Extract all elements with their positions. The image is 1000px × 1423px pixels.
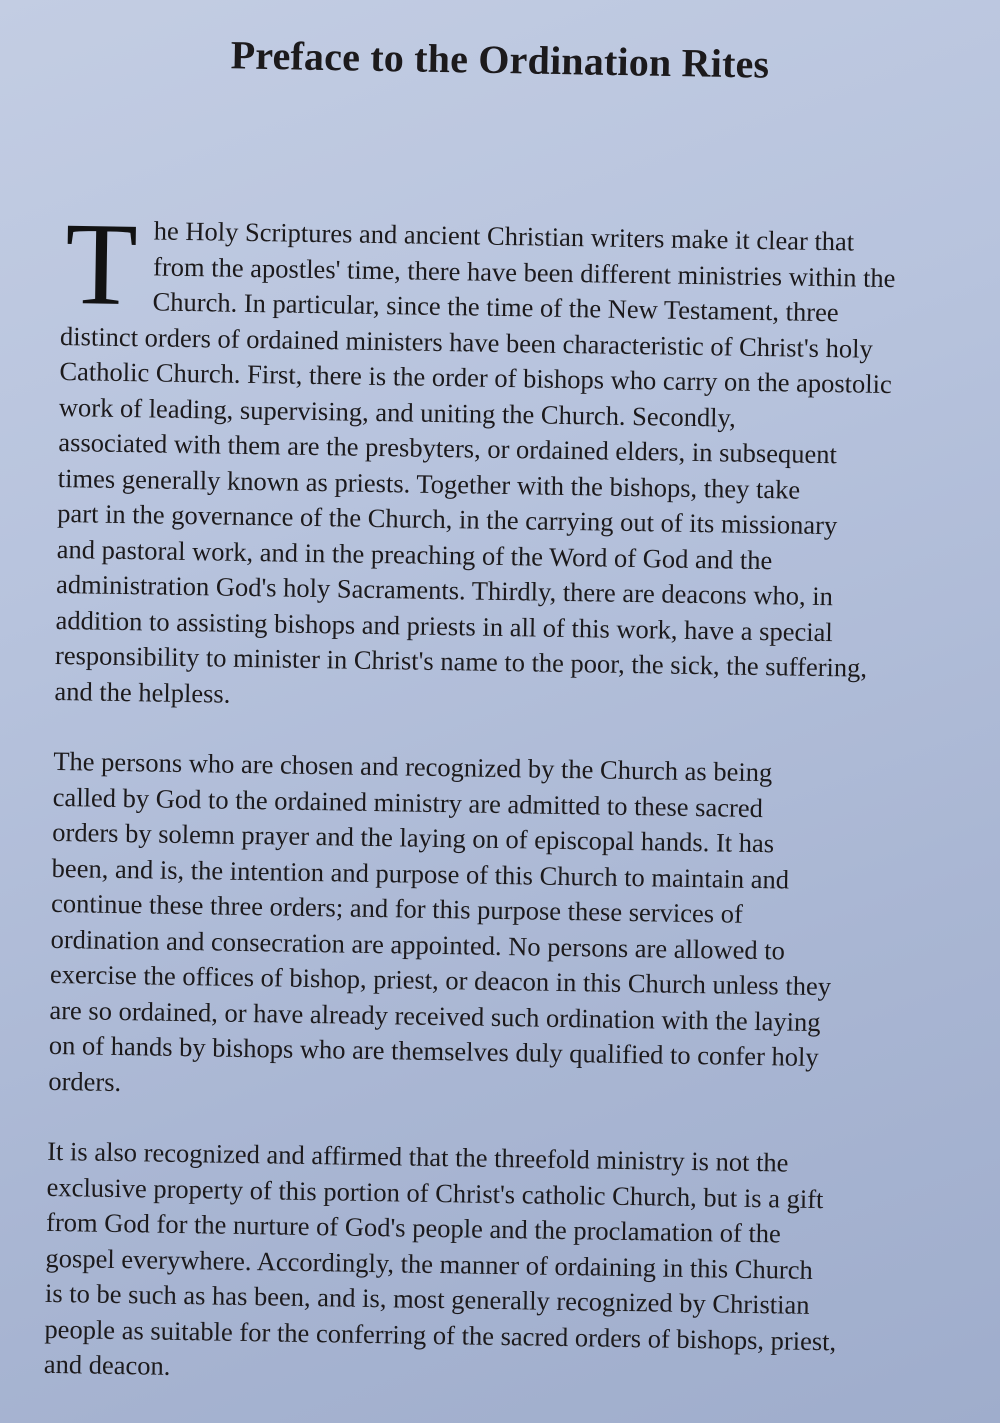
text-line: continue these three orders; and for this purpose these services of [50,887,744,929]
text-line: he Holy Scriptures and ancient Christian writers make it clear that [153,215,855,257]
text-line: Church. In particular, since the time of the New Testament, three [152,286,839,328]
text-line: responsibility to minister in Christ's name to the poor, the sick, the suffering, [54,639,868,683]
text-line: It is also recognized and affirmed that the threefold ministry is not the [47,1135,789,1178]
text-line: times generally known as priests. Together with the bishops, they take [57,462,801,505]
text-line: addition to assisting bishops and priests in all of this work, have a special [55,604,833,647]
text-line: part in the governance of the Church, in the carrying out of its missionary [57,497,838,541]
text-line: distinct orders of ordained ministers have been characteristic of Christ's holy [59,320,873,364]
text-line: gospel everywhere. Accordingly, the manner of ordaining in this Church [45,1242,814,1285]
text-line: from the apostles' time, there have been different ministries within the [152,250,896,293]
text-line: and deacon. [43,1348,171,1381]
text-line: from God for the nurture of God's people and the proclamation of the [45,1206,782,1249]
text-line: been, and is, the intention and purpose of this Church to maintain and [51,852,790,895]
document-body [43,198,962,1396]
text-line: people as suitable for the conferring of the sacred orders of bishops, priest, [44,1313,837,1356]
text-line: called by God to the ordained ministry are admitted to these sacred [52,781,764,823]
text-line: associated with them are the presbyters, or ordained elders, in subsequent [58,426,838,470]
text-line: ordination and consecration are appointed. No persons are allowed to [50,923,786,965]
text-line: and pastoral work, and in the preaching of the Word of God and the [56,533,773,575]
text-line: is to be such as has been, and is, most generally recognized by Christian [44,1277,810,1320]
paragraph-2 [48,744,953,1113]
text-line: on of hands by bishops who are themselves duly qualified to confer holy [48,1029,819,1072]
paragraph-3 [44,1134,948,1397]
page-title: Preface to the Ordination Rites [230,32,770,87]
text-line: orders. [48,1065,122,1097]
text-line: Catholic Church. First, there is the order of bishops who carry on the apostolic [59,355,893,400]
text-line: administration God's holy Sacraments. Thirdly, there are deacons who, in [55,568,834,612]
text-line: and the helpless. [54,675,231,709]
text-line: The persons who are chosen and recognized by the Church as being [53,745,773,788]
drop-cap: T [64,198,139,331]
text-line: are so ordained, or have already received such ordination with the laying [49,994,821,1037]
paragraph-1 [54,198,962,723]
text-line: exercise the offices of bishop, priest, or deacon in this Church unless they [49,958,832,1002]
text-line: orders by solemn prayer and the laying on of episcopal hands. It has [52,816,775,859]
text-line: work of leading, supervising, and uniting the Church. Secondly, [58,391,736,433]
text-line: exclusive property of this portion of Christ's catholic Church, but is a gift [46,1171,824,1214]
